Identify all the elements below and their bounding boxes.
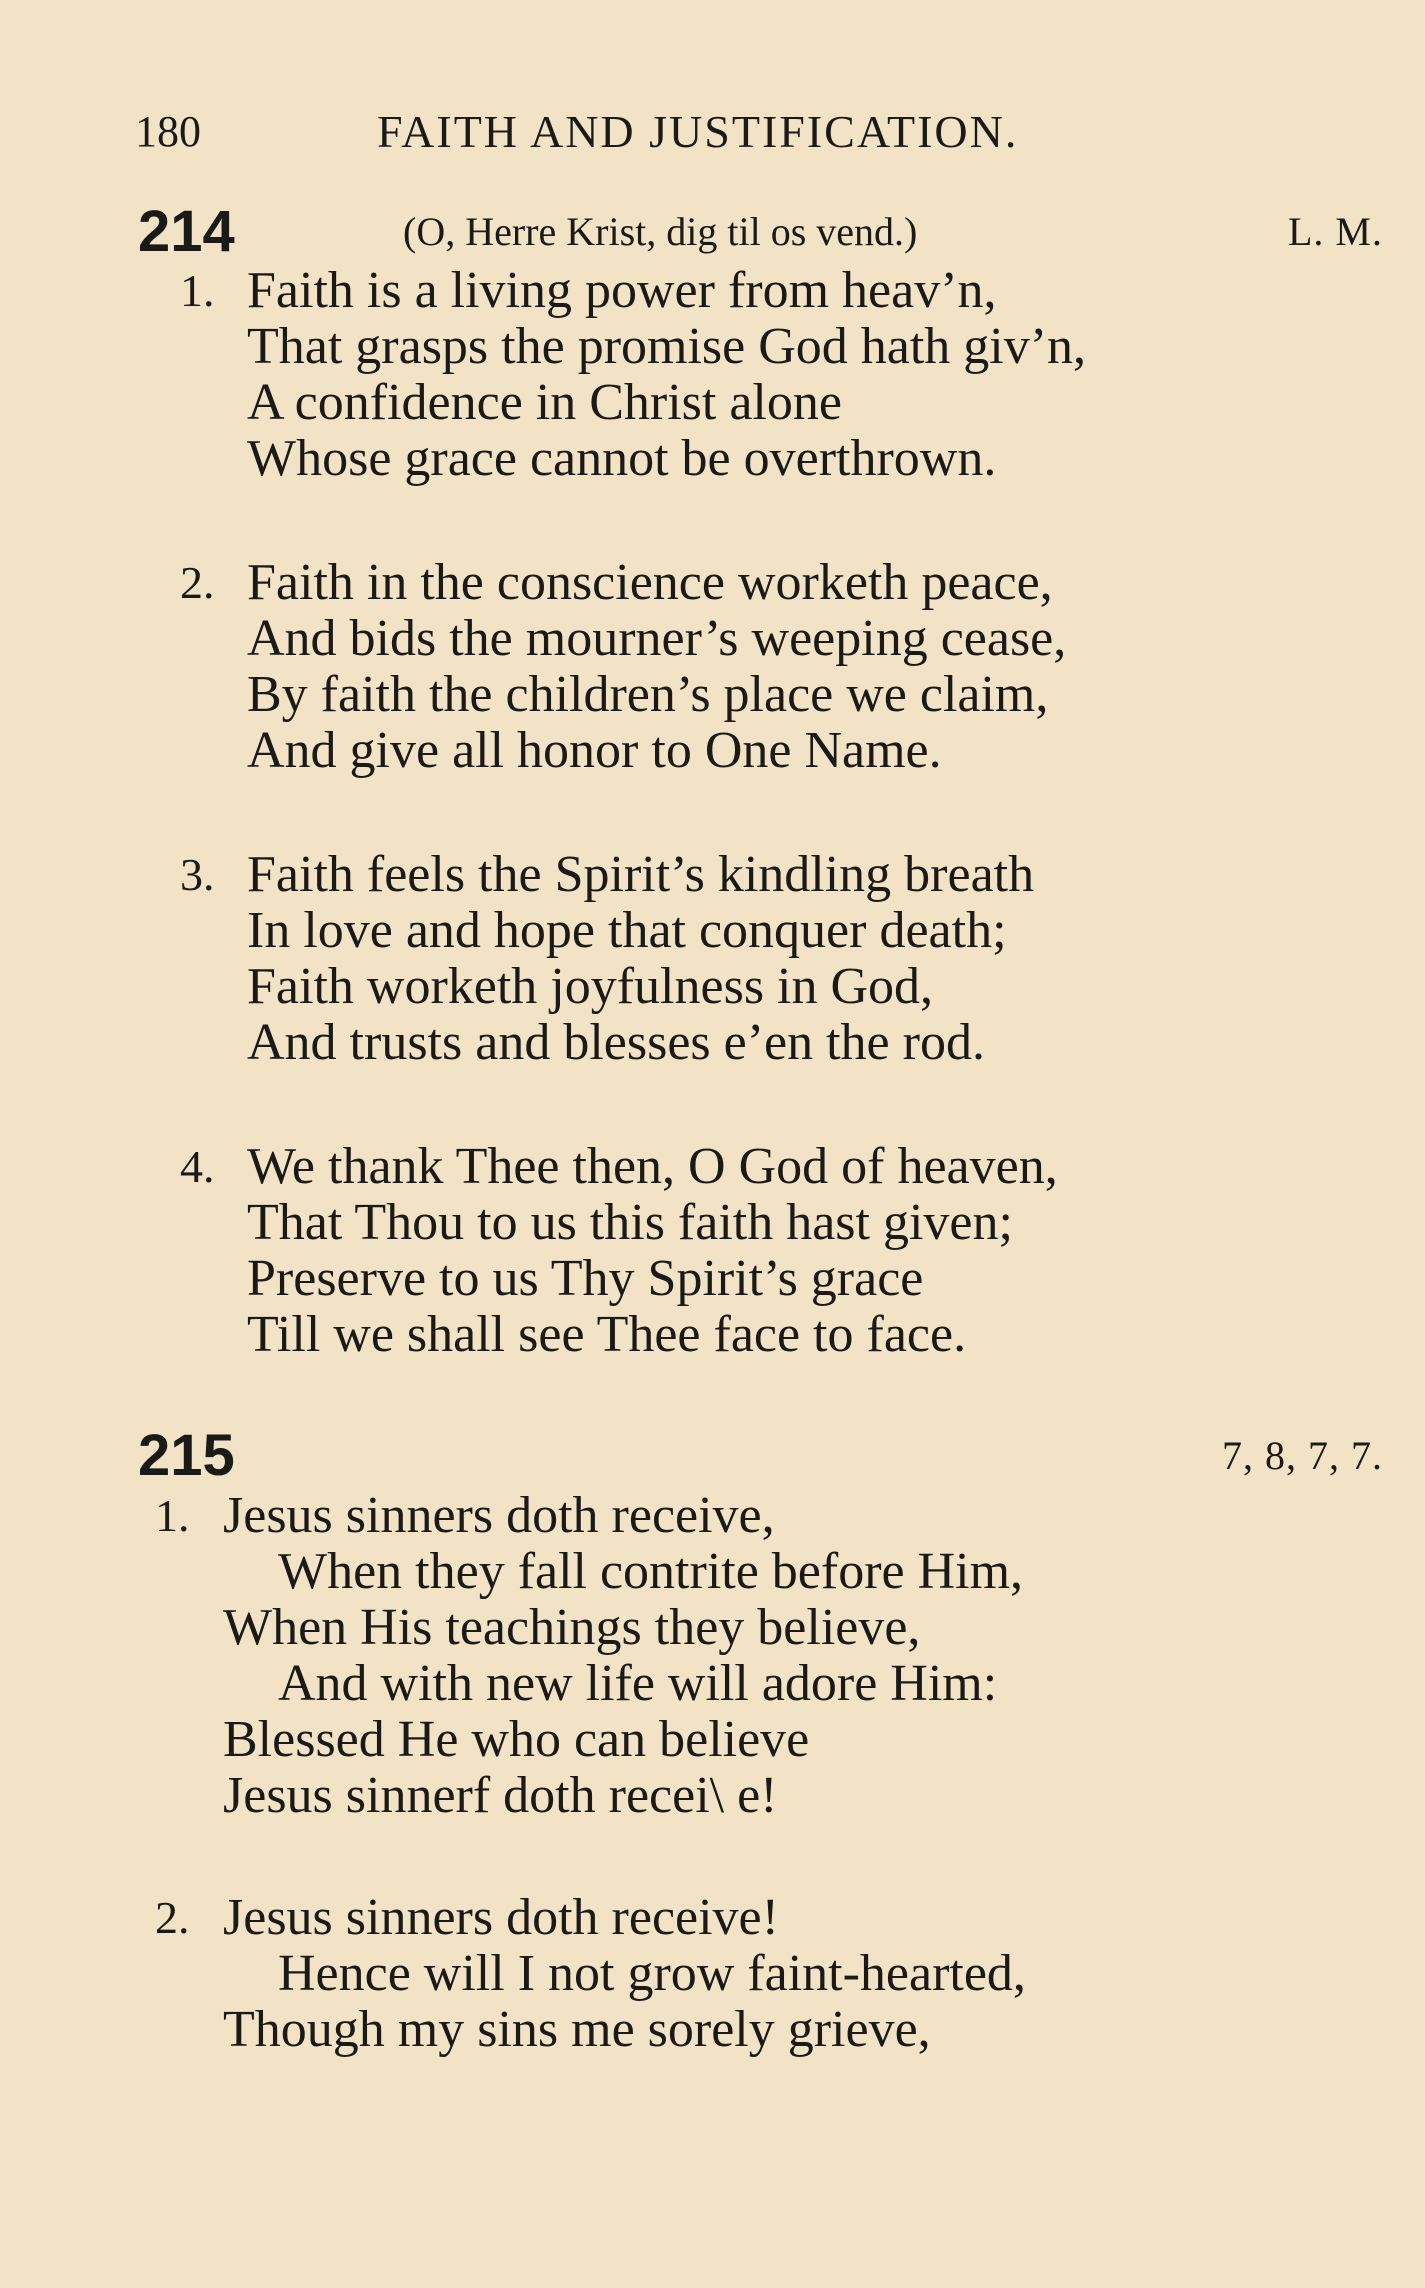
stanza-number: 1.: [155, 1490, 190, 1541]
verse-line: And give all honor to One Name.: [247, 722, 942, 779]
verse-line: Jesus sinners doth receive,: [223, 1487, 775, 1544]
hymn-215-stanza-2: [155, 1890, 1026, 2058]
verse-line: Preserve to us Thy Spirit’s grace: [247, 1250, 924, 1307]
verse-line: Hence will I not grow faint-hearted,: [278, 1945, 1026, 2002]
hymn-214-stanza-4: [180, 1139, 1058, 1363]
hymn-214-heading: [138, 200, 1383, 264]
hymn-214-stanza-2: [180, 555, 1066, 779]
hymn-214-stanza-3: [180, 847, 1034, 1071]
verse-line: Blessed He who can believe: [223, 1711, 810, 1768]
verse-line: Jesus sinnerf doth recei\ e!: [223, 1767, 778, 1824]
verse-line: When they fall contrite before Him,: [278, 1543, 1024, 1600]
page-header: [135, 102, 1135, 162]
verse-line: Jesus sinners doth receive!: [223, 1889, 779, 1946]
verse-line: We thank Thee then, O God of heaven,: [247, 1138, 1058, 1195]
hymn-meter: 7, 8, 7, 7.: [1222, 1433, 1383, 1478]
running-title: FAITH AND JUSTIFICATION.: [377, 106, 1019, 157]
hymn-number: 214: [138, 199, 235, 264]
verse-line: A confidence in Christ alone: [247, 374, 842, 431]
stanza-number: 2.: [155, 1892, 190, 1943]
stanza-number: 4.: [180, 1141, 215, 1192]
verse-line: Faith in the conscience worketh peace,: [247, 554, 1053, 611]
verse-line: Faith worketh joyfulness in God,: [247, 958, 934, 1015]
verse-line: And bids the mourner’s weeping cease,: [247, 610, 1067, 667]
verse-line: Faith feels the Spirit’s kindling breath: [247, 846, 1035, 903]
verse-line: Till we shall see Thee face to face.: [247, 1306, 967, 1363]
verse-line: And with new life will adore Him:: [278, 1655, 998, 1712]
stanza-number: 2.: [180, 557, 215, 608]
verse-line: And trusts and blesses e’en the rod.: [247, 1014, 985, 1071]
hymn-215-stanza-1: [155, 1488, 1023, 1824]
verse-line: Though my sins me sorely grieve,: [223, 2001, 931, 2058]
verse-line: Faith is a living power from heav’n,: [247, 262, 997, 319]
verse-line: In love and hope that conquer death;: [247, 902, 1007, 959]
verse-line: That grasps the promise God hath giv’n,: [247, 318, 1087, 375]
hymn-meter: L. M.: [1288, 209, 1383, 254]
hymn-number: 215: [138, 1423, 235, 1488]
page-number: 180: [135, 107, 201, 156]
verse-line: Whose grace cannot be overthrown.: [247, 430, 997, 487]
hymn-tune-name: (O, Herre Krist, dig til os vend.): [403, 209, 918, 254]
hymn-214-stanza-1: [180, 263, 1086, 487]
verse-line: That Thou to us this faith hast given;: [247, 1194, 1013, 1251]
stanza-number: 1.: [180, 265, 215, 316]
stanza-number: 3.: [180, 849, 215, 900]
verse-line: When His teachings they believe,: [223, 1599, 921, 1656]
verse-line: By faith the children’s place we claim,: [247, 666, 1049, 723]
hymn-215-heading: [138, 1424, 1383, 1488]
